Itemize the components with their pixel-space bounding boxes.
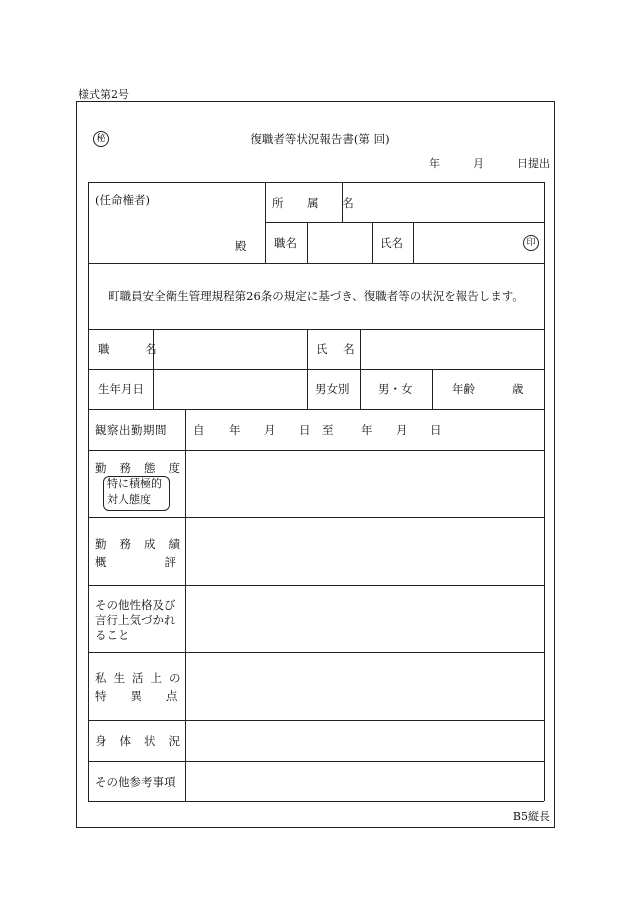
performance-label: 勤務成績 <box>95 537 193 551</box>
age-unit: 歳 <box>512 382 524 396</box>
gender-options: 男・女 <box>378 382 413 396</box>
confidential-stamp-icon: 秘 <box>93 131 109 147</box>
period-to: 至 <box>322 423 334 437</box>
period-year-2: 年 <box>361 423 373 437</box>
personality-label-line-3: ること <box>95 628 130 642</box>
birthdate-label: 生年月日 <box>98 382 144 396</box>
period-from: 自 <box>193 423 205 437</box>
seal-icon: 印 <box>523 235 539 251</box>
date-month-label: 月 <box>473 157 484 170</box>
observation-period-label: 観察出勤期間 <box>95 423 167 437</box>
performance-summary-label: 概評 <box>95 555 234 569</box>
attitude-note-line-1: 特に積極的 <box>107 477 162 490</box>
physical-condition-label: 身体状況 <box>95 734 193 748</box>
appointer-label: (任命権者) <box>95 193 150 207</box>
name-label: 氏名 <box>380 236 403 250</box>
period-day-2: 日 <box>430 423 442 437</box>
personality-label-line-2: 言行上気づかれ <box>95 613 176 627</box>
period-month-1: 月 <box>264 423 276 437</box>
person-name-label: 氏 名 <box>316 342 361 356</box>
form-number: 様式第2号 <box>78 88 129 101</box>
affiliation-label: 所 属 名 <box>272 196 364 210</box>
work-attitude-label: 勤務態度 <box>95 461 193 475</box>
form-title: 復職者等状況報告書(第 回) <box>250 132 390 146</box>
person-job-label: 職 名 <box>98 342 173 356</box>
peculiarities-label: 特異点 <box>95 689 202 703</box>
gender-label: 男女別 <box>315 382 350 396</box>
date-year-label: 年 <box>429 157 440 170</box>
period-year-1: 年 <box>229 423 241 437</box>
dono-label: 殿 <box>235 239 247 253</box>
job-title-label: 職名 <box>274 236 297 250</box>
age-label: 年齢 <box>452 382 475 396</box>
period-month-2: 月 <box>396 423 408 437</box>
period-day-1: 日 <box>299 423 311 437</box>
statement-text: 町職員安全衛生管理規程第26条の規定に基づき、復職者等の状況を報告します。 <box>108 289 524 303</box>
date-submit-label: 日提出 <box>517 157 550 170</box>
attitude-note-line-2: 対人態度 <box>107 493 151 506</box>
paper-size-note: B5縦長 <box>512 810 550 823</box>
other-notes-label: その他参考事項 <box>95 775 176 789</box>
personality-label-line-1: その他性格及び <box>95 598 176 612</box>
private-life-label: 私生活上の <box>95 671 188 685</box>
